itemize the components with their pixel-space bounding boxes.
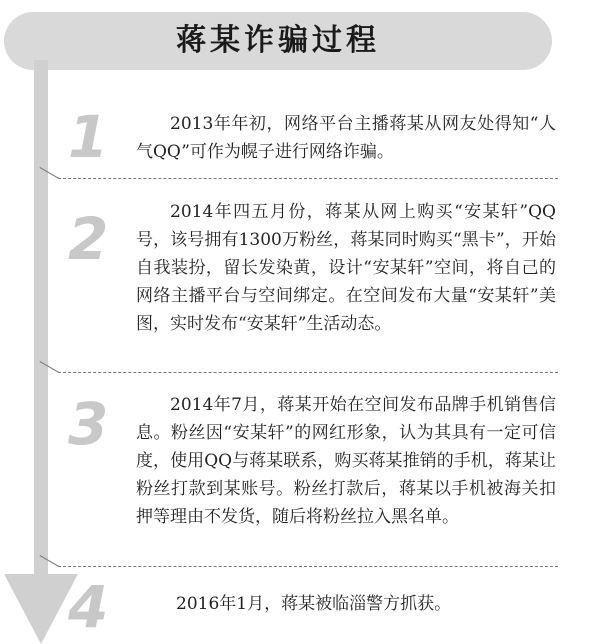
step-number: 3 [68,390,109,458]
step-divider [58,566,558,567]
timeline-arrow [4,574,78,644]
step-divider [58,178,558,179]
step-text: 2014年7月，蒋某开始在空间发布品牌手机销售信息。粉丝因“安某轩”的网红形象，认为其具有一定可信度，使用QQ与蒋某联系，购买蒋某推销的手机，蒋某让粉丝打款到某账号。粉丝打款后，蒋某以手机被海关扣押等理由不发货，随后将粉丝拉入黑名单。 [136,395,556,527]
step-number: 2 [68,205,109,273]
step-number: 4 [68,573,109,641]
step-divider [58,372,558,373]
step-text: 2014年四五月份，蒋某从网上购买“安某轩”QQ号，该号拥有1300万粉丝，蒋某同时购买“黑卡”，开始自我装扮，留长发染黄，设计“安某轩”空间，将自己的网络主播平台与空间绑定。在空间发布大量“安某轩”美图，实时发布“安某轩”生活动态。 [136,202,556,334]
step-text: 2013年年初，网络平台主播蒋某从网友处得知“人气QQ”可作为幌子进行网络诈骗。 [136,114,556,162]
timeline-spine [34,60,48,580]
page-title: 蒋某诈骗过程 [176,23,380,58]
step-text: 2016年1月，蒋某被临淄警方抓获。 [176,594,452,614]
step-number: 1 [68,103,109,171]
title-banner [4,12,552,70]
